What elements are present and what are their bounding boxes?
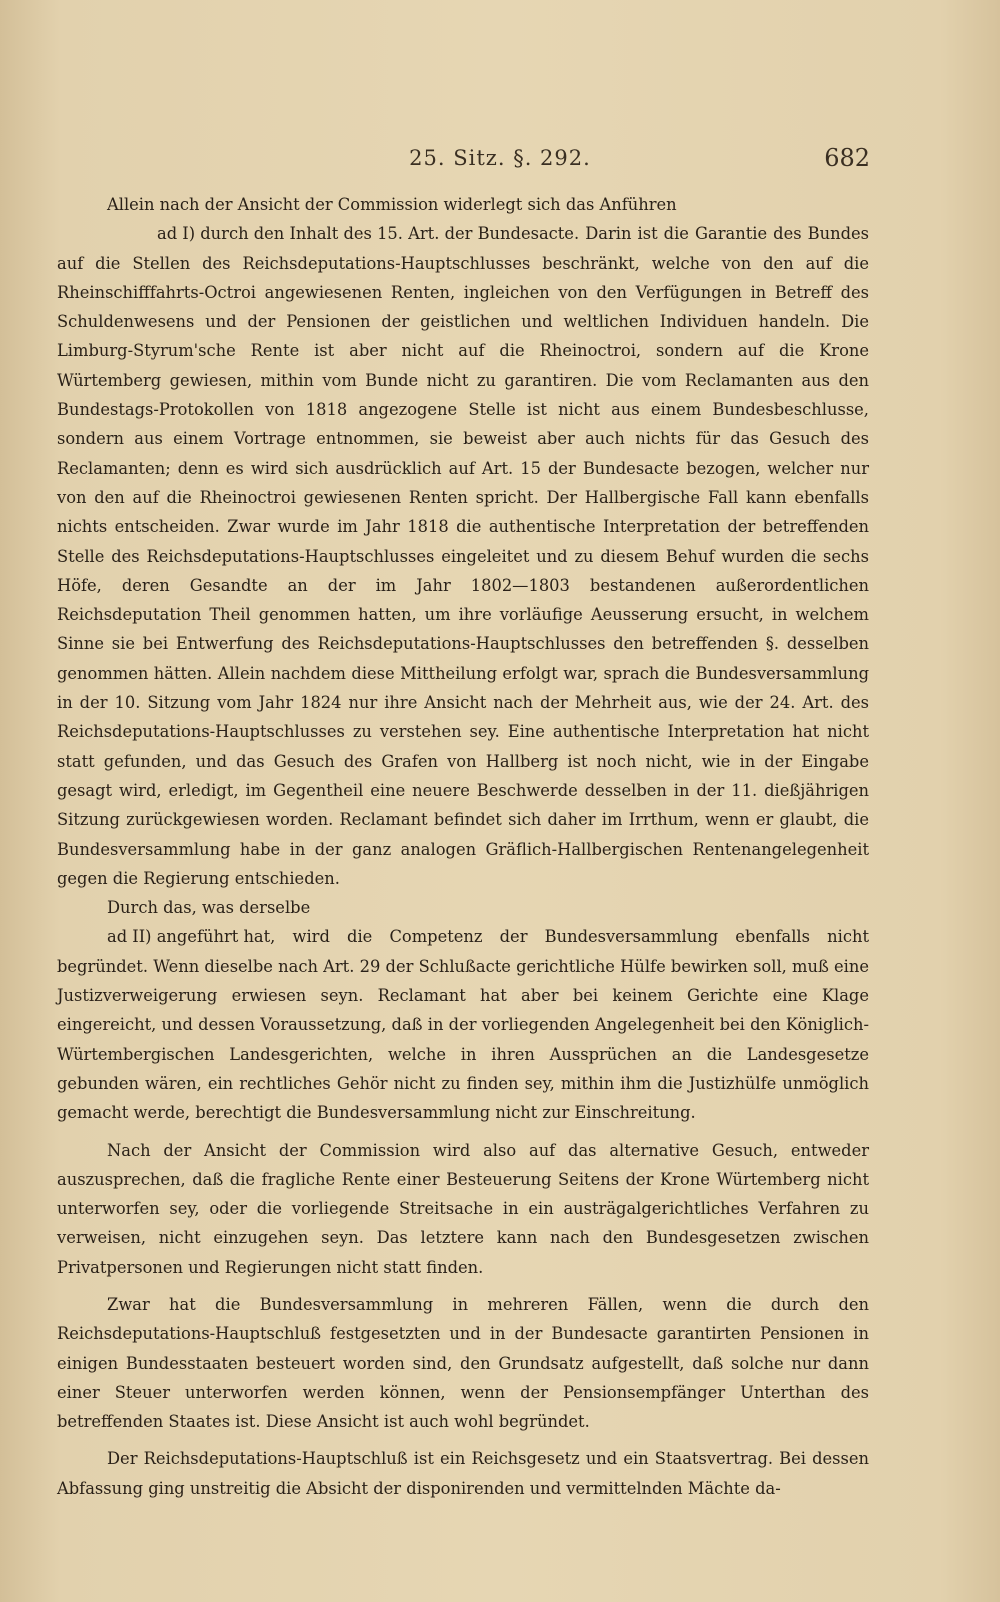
ad-marker: ad I) durch den Inhalt des 15. Art. der Bundesacte. xyxy=(157,224,580,244)
ad-marker: ad II) angeführt hat, xyxy=(107,927,276,947)
page-body xyxy=(57,190,869,1503)
paragraph: Der Reichsdeputations-Hauptschluß ist ein Reichsgesetz und ein Staatsvertrag. Bei dessen Abfassung ging unstreitig die Absicht der disponirenden und vermittelnden Mächte da- xyxy=(57,1449,869,1498)
paragraph-lead: Durch das, was derselbe xyxy=(107,898,311,918)
paragraph-lead: Allein nach der Ansicht der Commission widerlegt sich das Anführen xyxy=(107,195,677,214)
paragraph-text: Darin ist die Garantie des Bundes auf die Stellen des Reichsdeputations-Hauptschlusses beschränkt, welche von den auf die Rheinschifffahrts-Octroi angewiesenen Renten, ingleichen von den Verfügungen in Betreff des Schuldenwesens und der Pensionen der geistlichen und weltlichen Individuen handeln. Die Limburg-Styrum'sche Rente ist aber nicht auf die Rheinoctroi, sondern auf die Krone Würtemberg gewiesen, mithin vom Bunde nicht zu garantiren. Die vom Reclamanten aus den Bundestags-Protokollen von 1818 angezogene Stelle ist nicht aus einem Bundesbeschlusse, sondern aus einem Vortrage entnommen, sie beweist aber auch nichts für das Gesuch des Reclamanten; denn es wird sich ausdrücklich auf Art. 15 der Bundesacte bezogen, welcher nur von den auf die Rheinoctroi gewiesenen Renten spricht. Der Hallbergische Fall kann ebenfalls nichts entscheiden. Zwar wurde im Jahr 1818 die authentische Interpretation der betreffenden Stelle des Reichsdeputations-Hauptschlusses eingeleitet und zu diesem Behuf wurden die sechs Höfe, deren Gesandte an der im Jahr 1802—1803 bestandenen außerordentlichen Reichsdeputation Theil genommen hatten, um ihre vorläufige Aeusserung ersucht, in welchem Sinne sie bei Entwerfung des Reichsdeputations-Hauptschlusses den betreffenden §. desselben genommen hätten. Allein nachdem diese Mittheilung erfolgt war, sprach die Bundesversammlung in der 10. Sitzung vom Jahr 1824 nur ihre Ansicht nach der Mehrheit aus, wie der 24. Art. des Reichsdeputations-Hauptschlusses zu verstehen sey. Eine authentische Interpretation hat nicht statt gefunden, und das Gesuch des Grafen von Hallberg ist noch nicht, wie in der Eingabe gesagt wird, erledigt, im Gegentheil eine neuere Beschwerde desselben in der 11. dießjährigen Sitzung zurückgewiesen worden. Reclamant befindet sich daher im Irrthum, wenn er glaubt, die Bundesversammlung habe in der ganz analogen Gräflich-Hallbergischen Rentenangelegenheit gegen die Regierung entschieden. xyxy=(57,224,869,888)
paragraph xyxy=(57,922,869,1127)
page-header xyxy=(0,146,1000,176)
paragraph: Nach der Ansicht der Commission wird also auf das alternative Gesuch, entweder auszusprechen, daß die fragliche Rente einer Besteuerung Seitens der Krone Würtemberg nicht unterworfen sey, oder die vorliegende Streitsache in ein austrägalgerichtliches Verfahren zu verweisen, nicht einzugehen seyn. Das letztere kann nach den Bundesgesetzen zwischen Privatpersonen und Regierungen nicht statt finden. xyxy=(57,1140,869,1277)
paragraph: Zwar hat die Bundesversammlung in mehreren Fällen, wenn die durch den Reichsdeputations-Hauptschluß festgesetzten und in der Bundesacte garantirten Pensionen in einigen Bundesstaaten besteuert worden sind, den Grundsatz aufgestellt, daß solche nur dann einer Steuer unterworfen werden können, wenn der Pensionsempfänger Unterthan des betreffenden Staates ist. Diese Ansicht ist auch wohl begründet. xyxy=(57,1294,869,1432)
paragraph xyxy=(57,219,869,893)
paragraph-text: wird die Competenz der Bundesversammlung ebenfalls nicht begründet. Wenn dieselbe nach Art. 29 der Schlußacte gerichtliche Hülfe bewirken soll, muß eine Justizverweigerung erwiesen seyn. Reclamant hat aber bei keinem Gerichte eine Klage eingereicht, und dessen Voraussetzung, daß in der vorliegenden Angelegenheit bei den Königlich-Würtembergischen Landesgerichten, welche in ihren Aussprüchen an die Landesgesetze gebunden wären, ein rechtliches Gehör nicht zu finden sey, mithin ihm die Justizhülfe unmöglich gemacht werde, berechtigt die Bundesversammlung nicht zur Einschreitung. xyxy=(57,927,869,1123)
page-number: 682 xyxy=(824,144,870,172)
running-title: 25. Sitz. §. 292. xyxy=(409,146,591,170)
